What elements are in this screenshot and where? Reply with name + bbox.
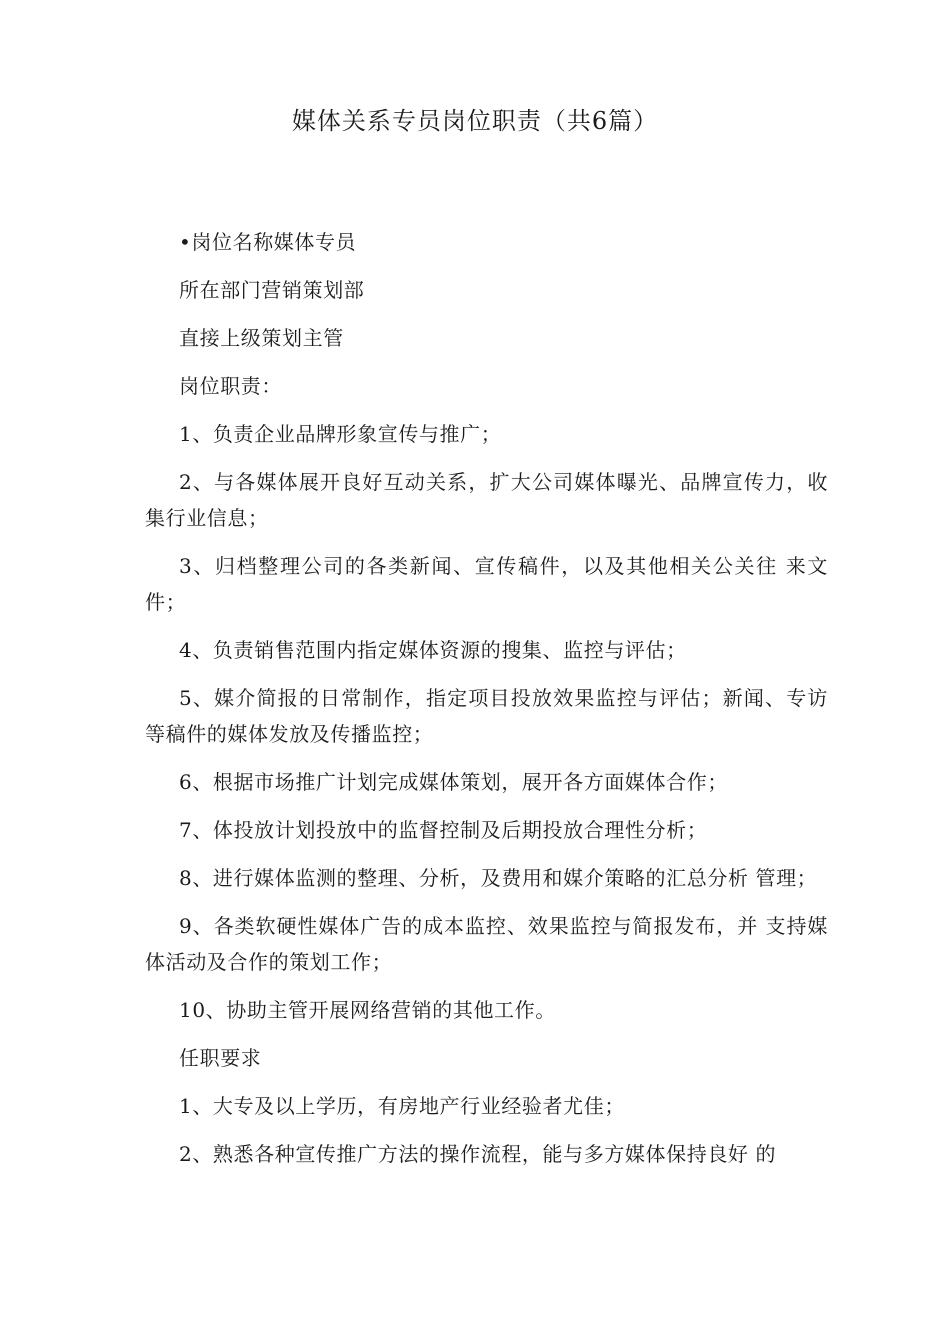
paragraph-duty-10: 10、协助主管开展网络营销的其他工作。: [179, 998, 556, 1022]
paragraph-duty-9: 9、各类软硬性媒体广告的成本监控、效果监控与简报发布，并 支持媒体活动及合作的策划工作；: [145, 914, 828, 974]
paragraph-duty-6: 6、根据市场推广计划完成媒体策划，展开各方面媒体合作；: [179, 770, 728, 794]
paragraph-requirement-2: 2、熟悉各种宣传推广方法的操作流程，能与多方媒体保持良好 的: [179, 1142, 777, 1166]
paragraph-supervisor: 直接上级策划主管: [179, 326, 344, 350]
paragraph-duty-3: 3、归档整理公司的各类新闻、宣传稿件，以及其他相关公关往 来文件；: [145, 554, 828, 614]
paragraph-requirement-1: 1、大专及以上学历，有房地产行业经验者尤佳；: [179, 1094, 625, 1118]
document-title: 媒体关系专员岗位职责（共6篇）: [291, 107, 659, 135]
paragraph-duty-4: 4、负责销售范围内指定媒体资源的搜集、监控与评估；: [179, 638, 687, 662]
paragraph-duty-7: 7、体投放计划投放中的监督控制及后期投放合理性分析；: [179, 818, 708, 842]
paragraph-duty-2: 2、与各媒体展开良好互动关系，扩大公司媒体曝光、品牌宣传力，收集行业信息；: [145, 470, 828, 530]
paragraph-duty-8: 8、进行媒体监测的整理、分析，及费用和媒介策略的汇总分析 管理；: [179, 866, 818, 890]
paragraph-department: 所在部门营销策划部: [179, 278, 365, 302]
paragraph-requirements-heading: 任职要求: [179, 1046, 262, 1070]
paragraph-job-name: •岗位名称媒体专员: [179, 230, 357, 254]
paragraph-duties-heading: 岗位职责：: [179, 374, 282, 398]
paragraph-duty-5: 5、媒介简报的日常制作，指定项目投放效果监控与评估；新闻、专访等稿件的媒体发放及传播监控；: [145, 686, 828, 746]
paragraph-duty-1: 1、负责企业品牌形象宣传与推广；: [179, 422, 502, 446]
document-body: [145, 224, 828, 1184]
